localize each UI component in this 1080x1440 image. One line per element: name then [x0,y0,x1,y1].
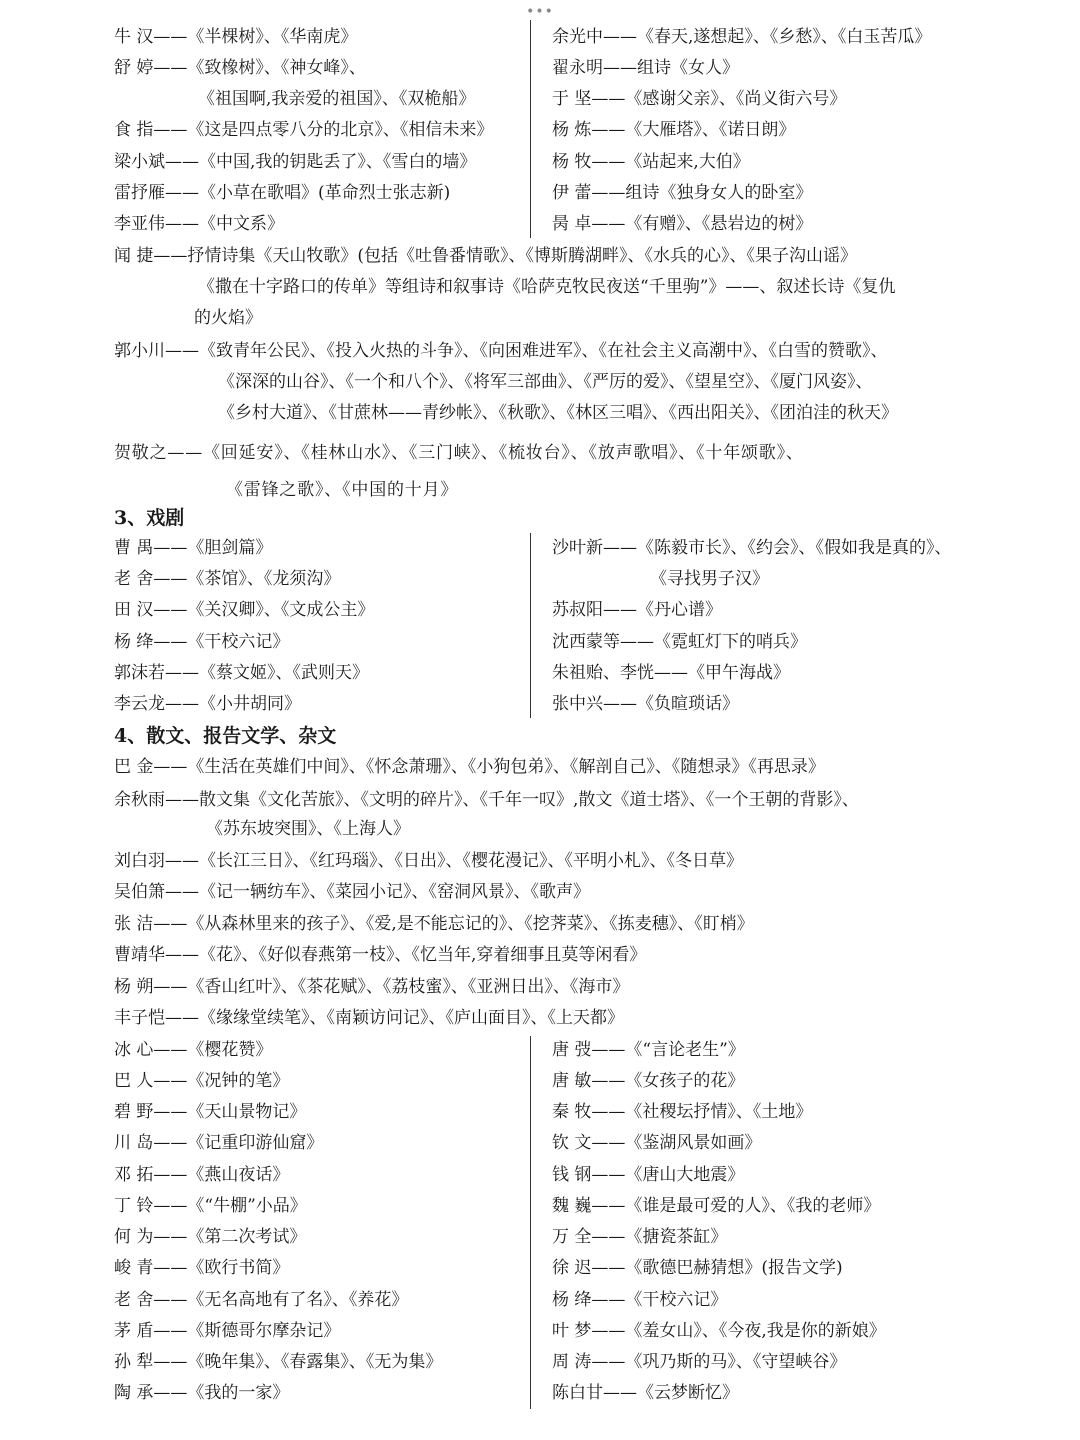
prose-full-entry: 丰子恺——《缘缘堂续笔》、《南颖访问记》、《庐山面目》、《上天都》 [114,1008,624,1028]
prose-left-entry: 陶 承——《我的一家》 [114,1383,290,1403]
prose-full-entry: 张 洁——《从森林里来的孩子》、《爱,是不能忘记的》、《挖荠菜》、《拣麦穗》、《盯梢》 [114,914,754,934]
poetry-left-entry: 牛 汉——《半棵树》、《华南虎》 [114,27,358,47]
drama-left-entry: 老 舍——《茶馆》、《龙须沟》 [114,569,341,589]
poetry-full-entry: 《深深的山谷》、《一个和八个》、《将军三部曲》、《严厉的爱》、《望星空》、《厦门风姿》、 [218,372,873,392]
drama-left-entry: 曹 禺——《胆剑篇》 [114,538,273,558]
prose-right-entry: 陈白甘——《云梦断忆》 [552,1383,739,1403]
prose-right-entry: 万 全——《搪瓷茶缸》 [552,1227,728,1247]
drama-left-entry: 田 汉——《关汉卿》、《文成公主》 [114,600,375,620]
prose-full-entry: 曹靖华——《花》、《好似春燕第一枝》、《忆当年,穿着细事且莫等闲看》 [114,945,647,965]
prose-right-entry: 钦 文——《鉴湖风景如画》 [552,1133,762,1153]
prose-left-entry: 邓 拓——《燕山夜话》 [114,1165,290,1185]
poetry-full-entry: 《撒在十字路口的传单》等组诗和叙事诗《哈萨克牧民夜送“千里驹”》——、叙述长诗《复仇 [198,277,896,297]
prose-left-entry: 老 舍——《无名高地有了名》、《养花》 [114,1290,409,1310]
prose-right-entry: 钱 钢——《唐山大地震》 [552,1165,745,1185]
poetry-full-entry: 的火焰》 [194,308,262,328]
drama-right-entry: 沙叶新——《陈毅市长》、《约会》、《假如我是真的》、 [552,538,952,558]
prose-right-entry: 徐 迟——《歌德巴赫猜想》(报告文学) [552,1258,843,1278]
prose-full-entry: 杨 朔——《香山红叶》、《茶花赋》、《荔枝蜜》、《亚洲日出》、《海市》 [114,977,630,997]
prose-left-entry: 茅 盾——《斯德哥尔摩杂记》 [114,1321,341,1341]
poetry-right-entry: 杨 炼——《大雁塔》、《诺日朗》 [552,120,796,140]
prose-right-entry: 叶 梦——《羞女山》、《今夜,我是你的新娘》 [552,1321,886,1341]
poetry-left-entry: 食 指——《这是四点零八分的北京》、《相信未来》 [114,120,494,140]
prose-full-entry: 刘白羽——《长江三日》、《红玛瑙》、《日出》、《樱花漫记》、《平明小札》、《冬日草》 [114,851,743,871]
prose-full-entry: 《苏东坡突围》、《上海人》 [206,819,410,839]
poetry-right-entry: 翟永明——组诗《女人》 [552,58,739,78]
poetry-right-entry: 伊 蕾——组诗《独身女人的卧室》 [552,183,813,203]
prose-right-entry: 唐 弢——《“言论老生”》 [552,1040,745,1060]
prose-full-entry: 余秋雨——散文集《文化苦旅》、《文明的碎片》、《千年一叹》,散文《道士塔》、《一个王朝的背影》、 [114,790,859,810]
poetry-full-entry: 《乡村大道》、《甘蔗林——青纱帐》、《秋歌》、《林区三唱》、《西出阳关》、《团泊洼的秋天》 [218,403,898,423]
prose-left-entry: 冰 心——《樱花赞》 [114,1040,273,1060]
page-indicator-dots: ••• [526,4,554,20]
poetry-left-entry: 雷抒雁——《小草在歌唱》(革命烈士张志新) [114,183,451,203]
poetry-left-entry: 李亚伟——《中文系》 [114,214,284,234]
column-divider-poetry [530,20,531,238]
drama-left-entry: 李云龙——《小井胡同》 [114,694,301,714]
poetry-left-entry: 《祖国啊,我亲爱的祖国》、《双桅船》 [198,89,476,109]
poetry-right-entry: 杨 牧——《站起来,大伯》 [552,152,750,172]
prose-right-entry: 秦 牧——《社稷坛抒情》、《土地》 [552,1102,813,1122]
section-heading-prose: 4、散文、报告文学、杂文 [114,725,337,747]
drama-right-entry: 《寻找男子汉》 [650,569,769,589]
prose-left-entry: 川 岛——《记重印游仙窟》 [114,1133,324,1153]
prose-right-entry: 杨 绛——《干校六记》 [552,1290,728,1310]
prose-right-entry: 魏 巍——《谁是最可爱的人》、《我的老师》 [552,1196,881,1216]
prose-full-entry: 巴 金——《生活在英雄们中间》、《怀念萧珊》、《小狗包弟》、《解剖自己》、《随想录》《再思录》 [114,757,825,777]
drama-right-entry: 沈西蒙等——《霓虹灯下的哨兵》 [552,632,807,652]
poetry-right-entry: 昺 卓——《有赠》、《悬岩边的树》 [552,214,813,234]
prose-left-entry: 孙 犁——《晚年集》、《春露集》、《无为集》 [114,1352,443,1372]
poetry-right-entry: 余光中——《春天,遂想起》、《乡愁》、《白玉苦瓜》 [552,27,932,47]
drama-right-entry: 苏叔阳——《丹心谱》 [552,600,722,620]
prose-left-entry: 丁 铃——《“牛棚”小品》 [114,1196,307,1216]
drama-left-entry: 杨 绛——《干校六记》 [114,632,290,652]
prose-full-entry: 吴伯箫——《记一辆纺车》、《菜园小记》、《窑洞风景》、《歌声》 [114,882,590,902]
poetry-full-entry: 贺敬之——《回延安》、《桂林山水》、《三门峡》、《梳妆台》、《放声歌唱》、《十年颂歌》、 [114,443,804,463]
drama-right-entry: 朱祖贻、李恍——《甲午海战》 [552,663,790,683]
poetry-left-entry: 梁小斌——《中国,我的钥匙丢了》、《雪白的墙》 [114,152,477,172]
section-heading-drama: 3、戏剧 [114,507,185,529]
prose-left-entry: 何 为——《第二次考试》 [114,1227,307,1247]
poetry-full-entry: 《雷锋之歌》、《中国的十月》 [226,480,459,500]
prose-right-entry: 周 涛——《巩乃斯的马》、《守望峡谷》 [552,1352,847,1372]
poetry-left-entry: 舒 婷——《致橡树》、《神女峰》、 [114,58,366,78]
prose-left-entry: 巴 人——《况钟的笔》 [114,1071,290,1091]
column-divider-drama [530,533,531,718]
prose-left-entry: 碧 野——《天山景物记》 [114,1102,307,1122]
drama-right-entry: 张中兴——《负暄琐话》 [552,694,739,714]
drama-left-entry: 郭沫若——《蔡文姬》、《武则天》 [114,663,369,683]
poetry-full-entry: 闻 捷——抒情诗集《天山牧歌》(包括《吐鲁番情歌》、《博斯腾湖畔》、《水兵的心》、《果子沟山谣》 [114,246,858,266]
prose-right-entry: 唐 敏——《女孩子的花》 [552,1071,745,1091]
poetry-right-entry: 于 坚——《感谢父亲》、《尚义街六号》 [552,89,847,109]
column-divider-prose [530,1036,531,1409]
prose-left-entry: 峻 青——《欧行书简》 [114,1258,290,1278]
poetry-full-entry: 郭小川——《致青年公民》、《投入火热的斗争》、《向困难进军》、《在社会主义高潮中》、《白雪的赞歌》、 [114,341,888,361]
